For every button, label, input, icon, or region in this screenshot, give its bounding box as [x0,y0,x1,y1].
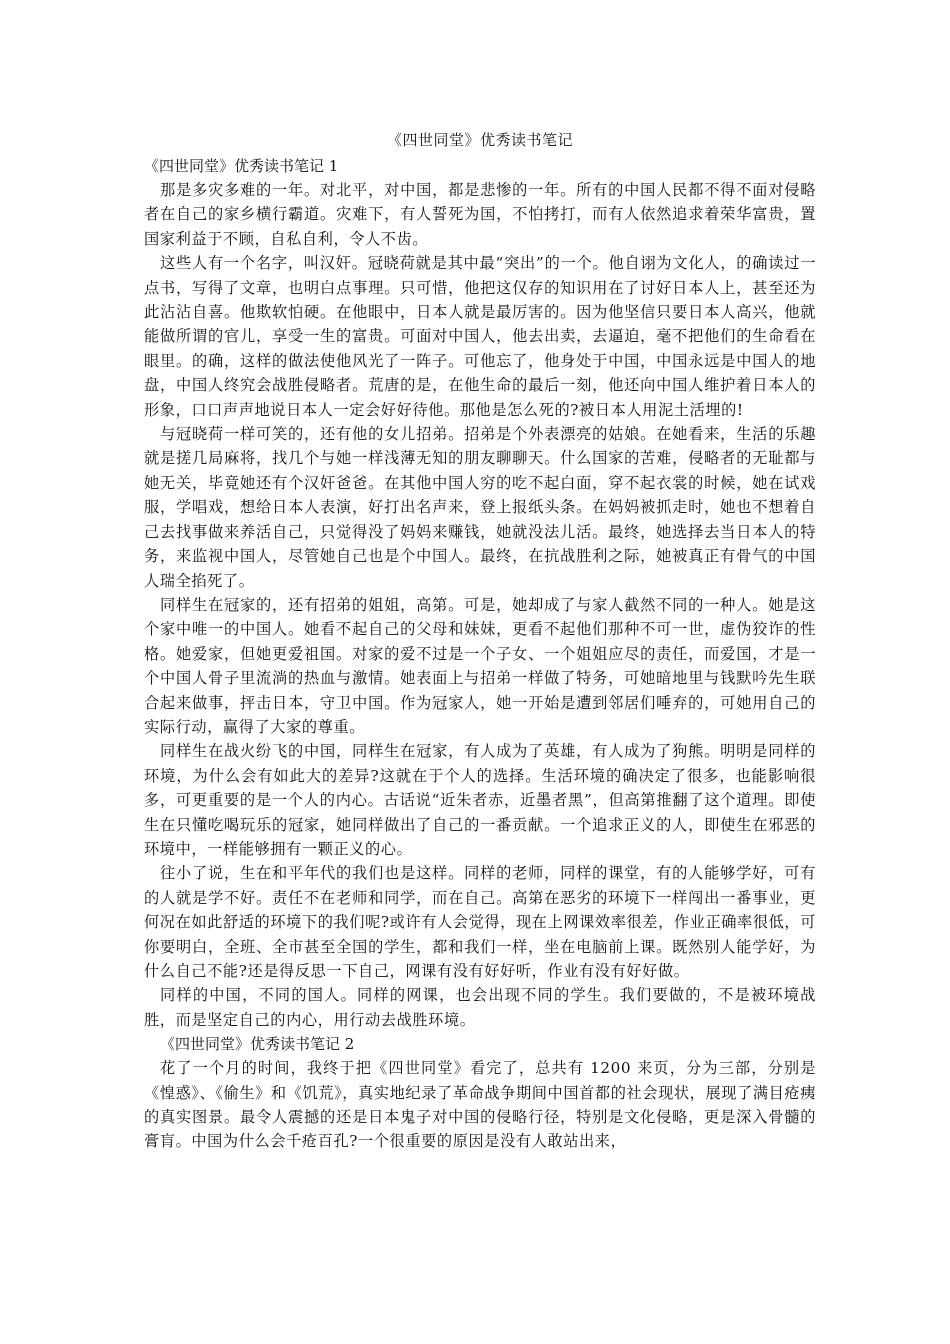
paragraph: 同样生在冠家的，还有招弟的姐姐，高第。可是，她却成了与家人截然不同的一种人。她是这个家中唯一的中国人。她看不起自己的父母和妹妹，更看不起他们那种不可一世，虚伪狡诈的性格。她爱家，但她更爱祖国。对家的爱不过是一个子女、一个姐姐应尽的责任，而爱国，才是一个中国人骨子里流淌的热血与激情。她表面上与招弟一样做了特务，可她暗地里与钱默吟先生联合起来做事，抨击日本，守卫中国。作为冠家人，她一开始是遭到邻居们唾弃的，可她用自己的实际行动，赢得了大家的尊重。 [144,595,816,736]
paragraph: 花了一个月的时间，我终于把《四世同堂》看完了，总共有 1200 来页，分为三部，分别是《惶惑》、《偷生》和《饥荒》，真实地纪录了革命战争期间中国首都的社会现状，展现了满目疮痍的真实图景。最令人震撼的还是日本鬼子对中国的侵略行径，特别是文化侵略，更是深入骨髓的膏肓。中国为什么会千疮百孔?一个很重要的原因是没有人敢站出来， [144,1059,816,1151]
paragraph: 这些人有一个名字，叫汉奸。冠晓荷就是其中最“突出”的一个。他自诩为文化人，的确读过一点书，写得了文章，也明白点事理。只可惜，他把这仅存的知识用在了讨好日本人上，甚至还为此沾沾自喜。他欺软怕硬。在他眼中，日本人就是最厉害的。因为他坚信只要日本人高兴，他就能做所谓的官儿，享受一生的富贵。可面对中国人，他去出卖，去逼迫，毫不把他们的生命看在眼里。的确，这样的做法使他风光了一阵子。可他忘了，他身处于中国，中国永远是中国人的地盘，中国人终究会战胜侵略者。荒唐的是，在他生命的最后一刻，他还向中国人维护着日本人的形象，口口声声地说日本人一定会好好待他。那他是怎么死的?被日本人用泥土活埋的! [144,254,816,419]
document-page [144,130,816,1154]
document-title: 《四世同堂》优秀读书笔记 [386,131,573,149]
section-2-heading: 《四世同堂》优秀读书笔记 2 [160,1035,355,1054]
paragraph: 同样的中国，不同的国人。同样的网课，也会出现不同的学生。我们要做的，不是被环境战胜，而是坚定自己的内心，用行动去战胜环境。 [144,986,816,1029]
paragraph: 往小了说，生在和平年代的我们也是这样。同样的老师，同样的课堂，有的人能够学好，可有的人就是学不好。责任不在老师和同学，而在自己。高第在恶劣的环境下一样闯出一番事业，更何况在如此舒适的环境下的我们呢?或许有人会觉得，现在上网课效率很差，作业正确率很低，可你要明白，全班、全市甚至全国的学生，都和我们一样，坐在电脑前上课。既然别人能学好，为什么自己不能?还是得反思一下自己，网课有没有好好听，作业有没有好好做。 [144,864,816,980]
paragraph: 同样生在战火纷飞的中国，同样生在冠家，有人成为了英雄，有人成为了狗熊。明明是同样的环境，为什么会有如此大的差异?这就在于个人的选择。生活环境的确决定了很多，也能影响很多，可更重要的是一个人的内心。古话说“近朱者赤，近墨者黑”，但高第推翻了这个道理。即使生在只懂吃喝玩乐的冠家，她同样做出了自己的一番贡献。一个追求正义的人，即使生在邪恶的环境中，一样能够拥有一颗正义的心。 [144,742,816,858]
paragraph: 那是多灾多难的一年。对北平，对中国，都是悲惨的一年。所有的中国人民都不得不面对侵略者在自己的家乡横行霸道。灾难下，有人誓死为国，不怕拷打，而有人依然追求着荣华富贵，置国家利益于不顾，自私自利，令人不齿。 [144,181,816,248]
section-1-heading: 《四世同堂》优秀读书笔记 1 [144,157,339,175]
paragraph: 与冠晓荷一样可笑的，还有他的女儿招弟。招弟是个外表漂亮的姑娘。在她看来，生活的乐趣就是搓几局麻将，找几个与她一样浅薄无知的朋友聊聊天。什么国家的苦难，侵略者的无耻都与她无关，毕竟她还有个汉奸爸爸。在其他中国人穷的吃不起白面，穿不起衣裳的时候，她在试戏服，学唱戏，想给日本人表演，好打出名声来，登上报纸头条。在妈妈被抓走时，她也不想着自己去找事做来养活自己，只觉得没了妈妈来赚钱，她就没法儿活。最终，她选择去当日本人的特务，来监视中国人，尽管她自己也是个中国人。最终，在抗战胜利之际，她被真正有骨气的中国人瑞全掐死了。 [144,425,816,590]
